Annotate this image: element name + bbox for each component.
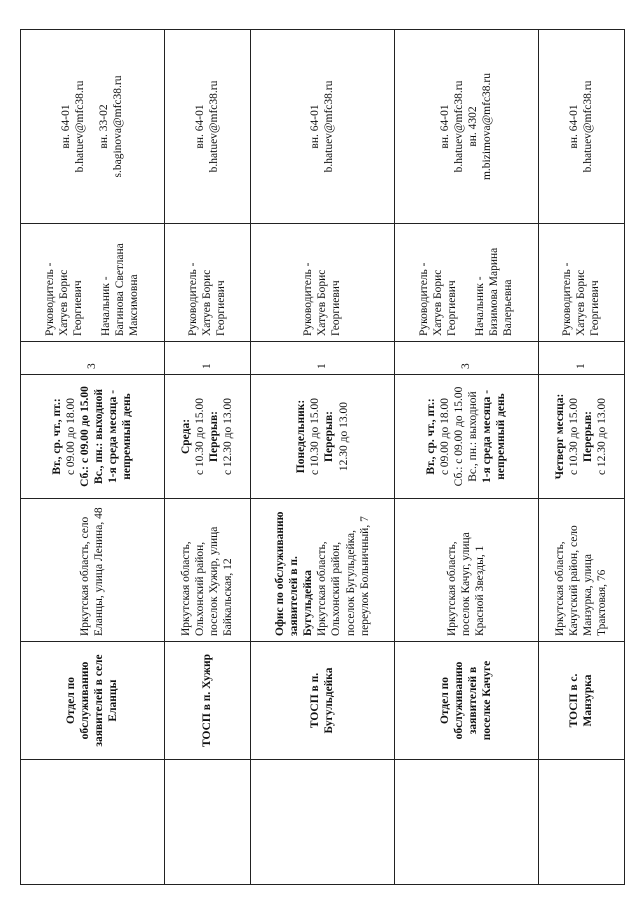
blank-cell [538,760,624,885]
office-contacts [164,30,250,224]
blank-cell [394,760,538,885]
manager-entry: Руководитель - Хатуев Борис Георгиевич [187,262,228,336]
office-managers [251,224,395,342]
office-name: ТОСП в с. Манзурка [538,642,624,760]
office-contacts [21,30,165,224]
schedule-line: с 10.30 до 15.00 [568,397,581,476]
email-address[interactable]: b.hatuev@mfc38.ru [582,80,595,173]
email-address[interactable]: s.baginova@mfc38.ru [112,75,125,178]
windows-count: 1 [164,342,250,375]
office-schedule [538,375,624,499]
windows-count: 1 [251,342,395,375]
office-name: ТОСП в п. Бугульдейка [251,642,395,760]
schedule-line: с 12.30 до 13.00 [596,397,609,476]
schedule-line: 1-я среда месяца - непремный день [481,389,508,484]
office-schedule [164,375,250,499]
table-row [538,30,624,885]
schedule-line: Вс., пн.: выходной [467,391,480,482]
contact-entry [193,35,221,218]
manager-entry: Руководитель - Хатуев Борис Георгиевич [302,262,343,336]
schedule-line: Сб.: с 09.00 до 15.00 [453,386,466,487]
office-schedule [251,375,395,499]
address-text: Иркутская область, Ольхонский район, поселок Бугульдейка, переулок Больничный, 7 [316,516,371,636]
manager-entry: Начальник - Бизимова Марина Валерьевна [474,247,515,336]
table-row [394,30,538,885]
phone-extension: вн. 4302 [467,106,480,147]
page-area [20,30,625,885]
manager-entry: Начальник - Багинова Светлана Максимовна [100,243,141,336]
email-address[interactable]: b.hatuev@mfc38.ru [323,80,336,173]
office-managers [21,224,165,342]
phone-extension: вн. 64-01 [309,104,322,149]
schedule-line: Вт., ср. чт., пт.: [51,398,64,475]
email-address[interactable]: b.hatuev@mfc38.ru [208,80,221,173]
phone-extension: вн. 64-01 [568,104,581,149]
schedule-line: Среда: [180,418,193,455]
phone-extension: вн. 64-01 [439,104,452,149]
office-schedule [394,375,538,499]
schedule-line: Перерыв: [323,411,336,462]
contact-entry [59,35,87,218]
contact-entry [567,35,595,218]
office-managers [164,224,250,342]
contact-entry [438,35,466,218]
contact-entry [308,35,336,218]
address-title: Офис по обслуживанию заявителей в п. Бугульдейка [274,511,315,636]
windows-count: 3 [394,342,538,375]
windows-count: 1 [538,342,624,375]
schedule-line: Вс., пн.: выходной [93,389,106,484]
office-contacts [538,30,624,224]
manager-entry: Руководитель - Хатуев Борис Георгиевич [418,262,459,336]
table-row [21,30,165,885]
office-address [251,499,395,642]
blank-cell [251,760,395,885]
windows-count: 3 [21,342,165,375]
schedule-line: Сб.: с 09.00 до 15.00 [79,386,92,487]
schedule-table [20,29,625,885]
rotated-table-wrapper [20,30,625,885]
manager-entry: Руководитель - Хатуев Борис Георгиевич [561,262,602,336]
contact-entry [97,35,125,218]
schedule-line: Перерыв: [208,411,221,462]
schedule-line: Вт., ср. чт., пт.: [425,398,438,475]
schedule-line: с 09.00 до 18.00 [439,397,452,476]
office-managers [538,224,624,342]
office-schedule [21,375,165,499]
office-contacts [394,30,538,224]
schedule-line: 12.30 до 13.00 [337,401,350,472]
schedule-line: Понедельник: [295,399,308,474]
manager-entry: Руководитель - Хатуев Борис Георгиевич [44,262,85,336]
schedule-line: с 12.30 до 13.00 [222,397,235,476]
email-address[interactable]: b.hatuev@mfc38.ru [74,80,87,173]
office-name: Отдел по обслуживанию заявителей в селе Еланцы [21,642,165,760]
schedule-line: с 09.00 до 18.00 [65,397,78,476]
office-address: Иркутская область, село Еланцы, улица Ленина, 48 [21,499,165,642]
office-address: Иркутская область, Ольхонский район, поселок Хужир, улица Байкальская, 12 [164,499,250,642]
email-address[interactable]: m.bizimova@mfc38.ru [481,72,494,181]
office-name: Отдел по обслуживанию заявителей в поселке Качуге [394,642,538,760]
phone-extension: вн. 64-01 [60,104,73,149]
schedule-line: с 10.30 до 15.00 [309,397,322,476]
office-address: Иркутская область, Качугский район, село Манзурка, улица Трактовая, 76 [538,499,624,642]
blank-cell [164,760,250,885]
office-name: ТОСП в п. Хужир [164,642,250,760]
table-row [164,30,250,885]
contact-entry [466,35,494,218]
blank-cell [21,760,165,885]
office-contacts [251,30,395,224]
schedule-line: Перерыв: [582,411,595,462]
phone-extension: вн. 64-01 [194,104,207,149]
phone-extension: вн. 33-02 [98,104,111,149]
email-address[interactable]: b.hatuev@mfc38.ru [453,80,466,173]
office-address: Иркутская область, поселок Качуг, улица Красной Звезды, 1 [394,499,538,642]
table-row [251,30,395,885]
office-managers [394,224,538,342]
schedule-line: Четверг месяца: [554,393,567,480]
schedule-line: с 10.30 до 15.00 [194,397,207,476]
schedule-line: 1-я среда месяца - непремный день [107,389,134,484]
